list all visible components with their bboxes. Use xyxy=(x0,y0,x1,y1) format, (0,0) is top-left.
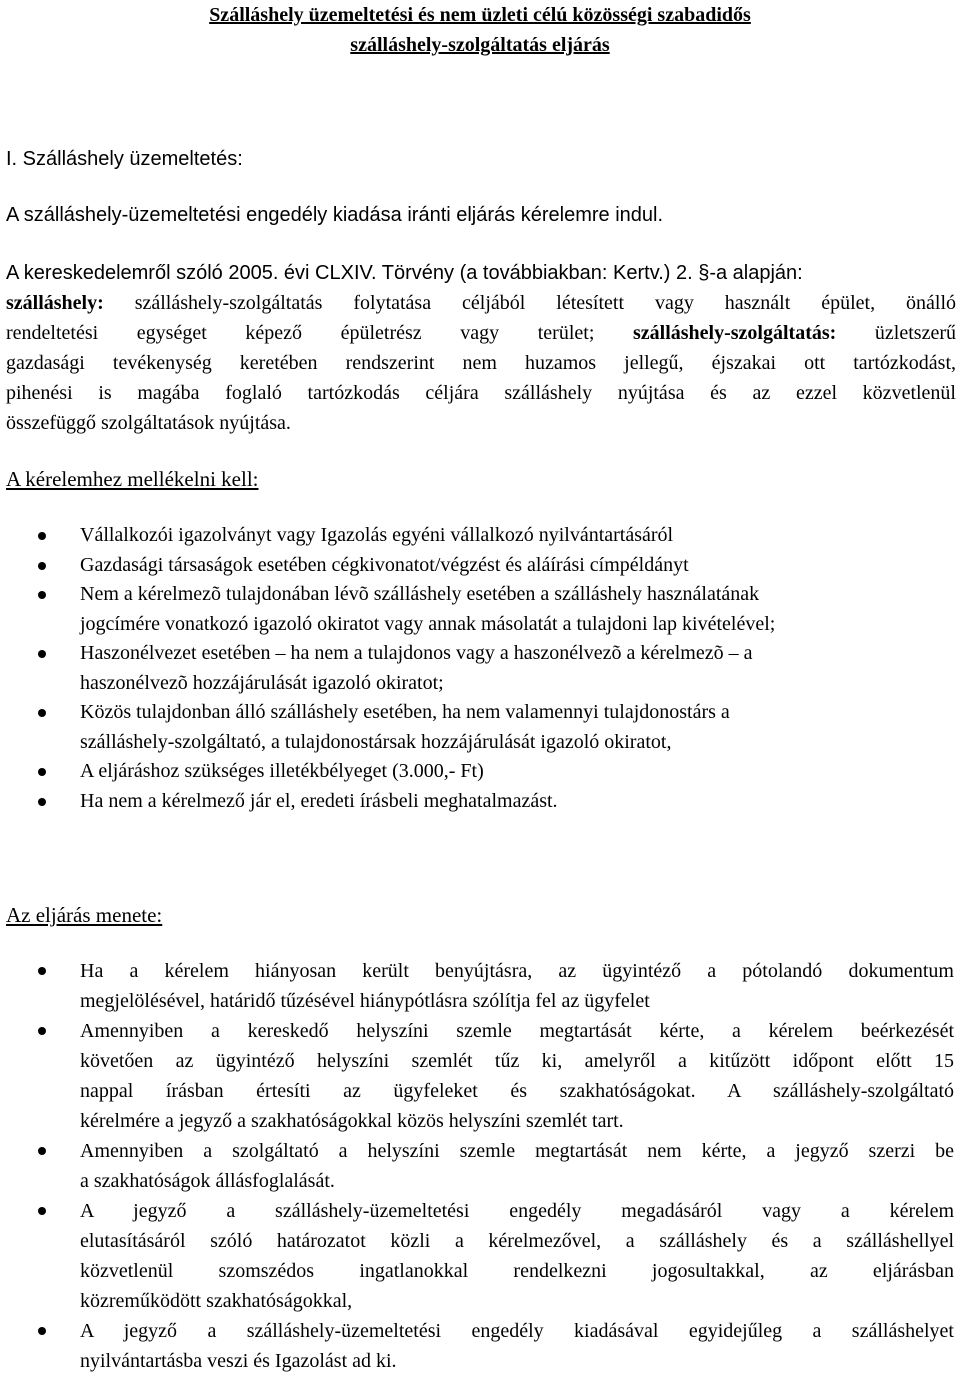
procedure-step-line: Amennyiben a kereskedő helyszíni szemle megtartását kérte, a kérelem beérkezését xyxy=(80,1020,954,1042)
bullet-icon xyxy=(38,1207,46,1215)
attachment-item-line: haszonélvezõ hozzájárulását igazoló okiratot; xyxy=(80,671,444,694)
procedure-step-line: a szakhatóságok állásfoglalását. xyxy=(80,1170,335,1192)
definition-paragraph xyxy=(6,288,956,438)
procedure-step-line: nyilvántartásba veszi és Igazolást ad ki. xyxy=(80,1350,397,1372)
definition-line: rendeltetési egységet képező épületrész vagy terület; szálláshely-szolgáltatás: üzletszerű xyxy=(6,322,956,344)
definition-line: pihenési is magába foglaló tartózkodás céljára szálláshely nyújtása és az ezzel közvetlenül xyxy=(6,382,956,404)
procedure-step-line: kérelmére a jegyző a szakhatóságokkal közös helyszíni szemlét tart. xyxy=(80,1110,624,1132)
bullet-icon xyxy=(38,1147,46,1155)
attachment-item xyxy=(0,757,960,787)
bullet-icon xyxy=(38,768,46,776)
document-title xyxy=(0,0,960,60)
term-szallashely: szálláshely: xyxy=(6,292,104,314)
procedure-step xyxy=(0,1136,960,1196)
attachment-item xyxy=(0,787,960,817)
attachment-item-line: szálláshely-szolgáltató, a tulajdonostársak hozzájárulását igazoló okiratot, xyxy=(80,730,672,753)
bullet-icon xyxy=(38,650,46,658)
bullet-icon xyxy=(38,591,46,599)
attachment-item-line: Vállalkozói igazolványt vagy Igazolás egyéni vállalkozó nyilvántartásáról xyxy=(80,524,674,546)
attachment-item-line: Gazdasági társaságok esetében cégkivonatot/végzést és aláírási címpéldányt xyxy=(80,553,689,576)
procedure-step xyxy=(0,1316,960,1376)
attachments-heading: A kérelemhez mellékelni kell: xyxy=(6,467,259,491)
procedure-step-line: Amennyiben a szolgáltató a helyszíni szemle megtartását nem kérte, a jegyző szerzi be xyxy=(80,1140,954,1162)
law-reference: A kereskedelemről szóló 2005. évi CLXIV. Törvény (a továbbiakban: Kertv.) 2. §-a alapján: xyxy=(6,262,803,284)
procedure-heading: Az eljárás menete: xyxy=(6,903,163,927)
procedure-list xyxy=(0,956,960,1376)
procedure-step-line: megjelölésével, határidő tűzésével hiánypótlásra szólítja fel az ügyfelet xyxy=(80,990,650,1012)
procedure-step-line: nappal írásban értesíti az ügyfeleket és szakhatóságokat. A szálláshely-szolgáltató xyxy=(80,1080,954,1102)
procedure-step-line: követően az ügyintéző helyszíni szemlét tűz ki, amelyről a kitűzött időpont előtt 15 xyxy=(80,1050,954,1072)
definition-line: összefüggő szolgáltatások nyújtása. xyxy=(6,412,291,434)
attachment-item-line: jogcímére vonatkozó igazoló okiratot vagy annak másolatát a tulajdoni lap kivételével; xyxy=(80,612,776,635)
bullet-icon xyxy=(38,967,46,975)
procedure-step-line: közvetlenül szomszédos ingatlanokkal rendelkezni jogosultakkal, az eljárásban xyxy=(80,1260,954,1282)
bullet-icon xyxy=(38,1027,46,1035)
attachment-item-line: A eljáráshoz szükséges illetékbélyeget (3.000,- Ft) xyxy=(80,760,484,782)
procedure-step xyxy=(0,956,960,1016)
definition-line: szálláshely: szálláshely-szolgáltatás folytatása céljából létesített vagy használt épület, önálló xyxy=(6,292,956,314)
attachment-item-line: Nem a kérelmezõ tulajdonában lévõ szálláshely esetében a szálláshely használatának xyxy=(80,583,760,605)
title-line-1: Szálláshely üzemeltetési és nem üzleti célú közösségi szabadidős xyxy=(209,4,751,26)
attachment-item-line: Haszonélvezet esetében – ha nem a tulajdonos vagy a haszonélvezõ a kérelmezõ – a xyxy=(80,642,753,664)
title-line-2: szálláshely-szolgáltatás eljárás xyxy=(350,34,610,56)
definition-line: gazdasági tevékenység keretében rendszerint nem huzamos jellegű, éjszakai ott tartózkodást, xyxy=(6,352,956,374)
attachment-item-line: Közös tulajdonban álló szálláshely esetében, ha nem valamennyi tulajdonostárs a xyxy=(80,701,730,723)
attachments-list xyxy=(0,521,960,816)
bullet-icon xyxy=(38,532,46,540)
bullet-icon xyxy=(38,1327,46,1335)
term-szolgaltatas: szálláshely-szolgáltatás: xyxy=(633,322,837,344)
procedure-step-line: Ha a kérelem hiányosan került benyújtásra, az ügyintéző a pótolandó dokumentum xyxy=(80,960,954,982)
procedure-step xyxy=(0,1016,960,1136)
intro-paragraph: A szálláshely-üzemeltetési engedély kiadása iránti eljárás kérelemre indul. xyxy=(6,204,664,226)
bullet-icon xyxy=(38,798,46,806)
attachment-item xyxy=(0,639,960,698)
procedure-step-line: A jegyző a szálláshely-üzemeltetési engedély megadásáról vagy a kérelem xyxy=(80,1200,954,1222)
procedure-step-line: közreműködött szakhatóságokkal, xyxy=(80,1290,353,1312)
bullet-icon xyxy=(38,562,46,570)
attachment-item xyxy=(0,580,960,639)
procedure-step-line: elutasításáról szóló határozatot közli a kérelmezővel, a szálláshely és a szálláshellyel xyxy=(80,1230,954,1252)
section-heading-1: I. Szálláshely üzemeltetés: xyxy=(6,148,243,170)
attachment-item xyxy=(0,551,960,581)
bullet-icon xyxy=(38,709,46,717)
attachment-item-line: Ha nem a kérelmező jár el, eredeti írásbeli meghatalmazást. xyxy=(80,789,558,812)
procedure-step-line: A jegyző a szálláshely-üzemeltetési engedély kiadásával egyidejűleg a szálláshelyet xyxy=(80,1320,954,1342)
attachment-item xyxy=(0,521,960,551)
attachment-item xyxy=(0,698,960,757)
procedure-step xyxy=(0,1196,960,1316)
